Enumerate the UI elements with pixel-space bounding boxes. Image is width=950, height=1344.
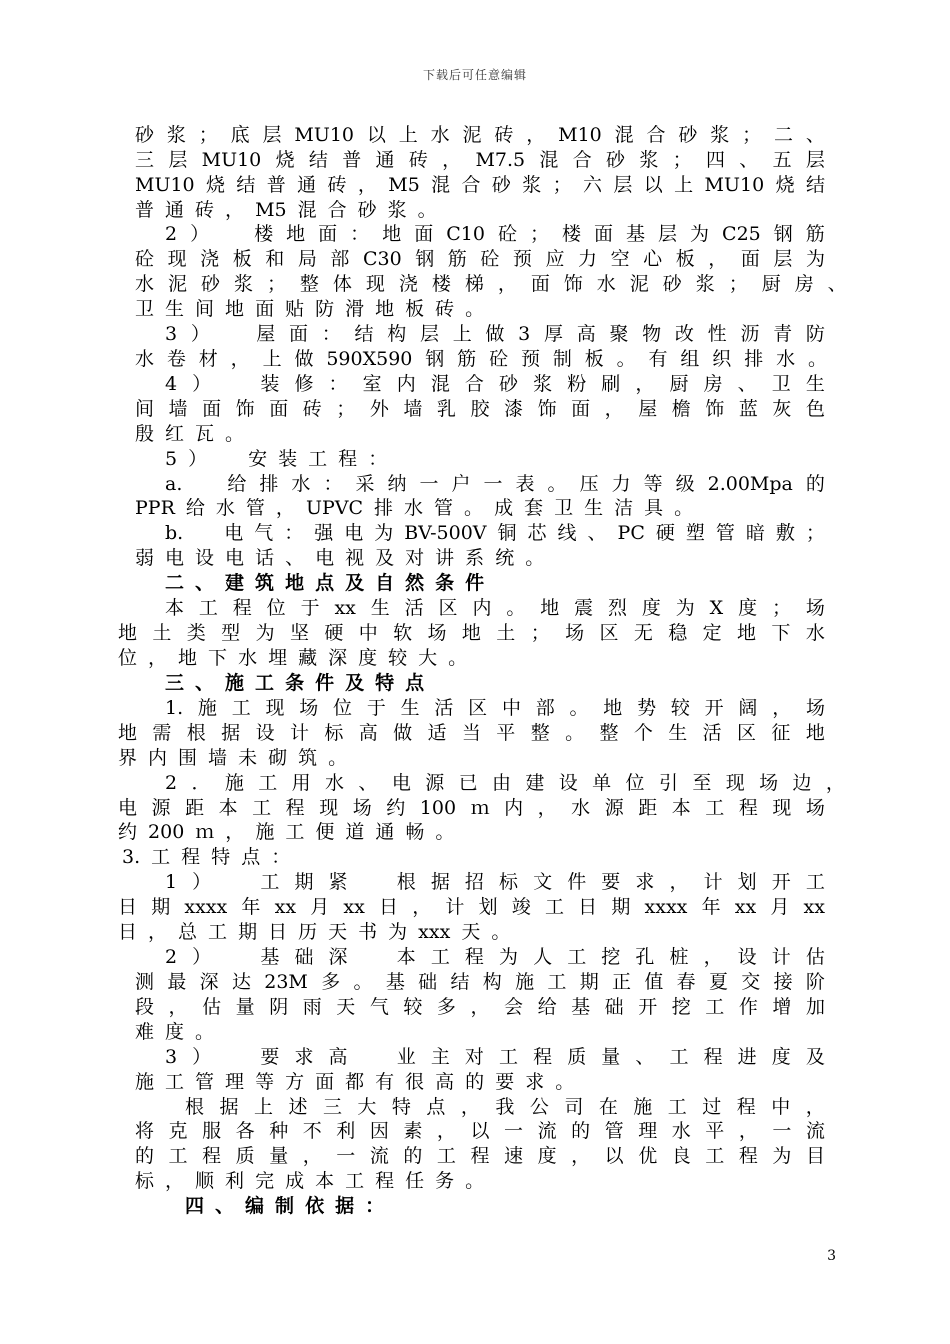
text-line: 电 源 距 本 工 程 现 场 约 100 ｍ 内 ， 水 源 距 本 工 程 现 场 [118,797,825,819]
text-line: 本 工 程 位 于 xx 生 活 区 内 。 地 震 烈 度 为 X 度 ； 场 [165,597,825,619]
text-line: 5 ） 安 装 工 程 ： [165,448,388,470]
text-line: 普 通 砖 ， M5 混 合 砂 浆 。 [135,199,437,221]
text-line: 卫 生 间 地 面 贴 防 滑 地 板 砖 。 [135,298,485,320]
text-line: MU10 烧 结 普 通 砖 ， M5 混 合 砂 浆 ； 六 层 以 上 MU10 烧 结 [135,174,825,196]
text-line: 水 泥 砂 浆 ； 整 体 现 浇 楼 梯 ， 面 饰 水 泥 砂 浆 ； 厨 房 、 [135,273,847,295]
text-line: 施 工 管 理 等 方 面 都 有 很 高 的 要 求 。 [135,1071,575,1093]
text-line: 的 工 程 质 量 ， 一 流 的 工 程 速 度 ， 以 优 良 工 程 为 目 [135,1145,825,1167]
text-line: 3 ） 要 求 高 业 主 对 工 程 质 量 、 工 程 进 度 及 [165,1046,825,1068]
text-line: 2 ） 楼 地 面 ： 地 面 C10 砼 ； 楼 面 基 层 为 C25 钢 筋 [165,223,825,245]
text-line: PPR 给 水 管 ， UPVC 排 水 管 。 成 套 卫 生 洁 具 。 [135,497,694,519]
text-line: 2 ） 基 础 深 本 工 程 为 人 工 挖 孔 桩 ， 设 计 估 [165,946,825,968]
page-header: 下载后可任意编辑 [422,68,527,82]
text-line: 日 期 xxxx 年 xx 月 xx 日 ， 计 划 竣 工 日 期 xxxx 年 xx 月 xx [118,896,825,918]
text-line: 段 ， 估 量 阴 雨 天 气 较 多 ， 会 给 基 础 开 挖 工 作 增 加 [135,996,825,1018]
text-line: 1 ） 工 期 紧 根 据 招 标 文 件 要 求 ， 计 划 开 工 [165,871,825,893]
page-number: 3 [827,1248,836,1264]
text-line: 将 克 服 各 种 不 利 因 素 ， 以 一 流 的 管 理 水 平 ， 一 流 [135,1120,825,1142]
text-line: 地 土 类 型 为 坚 硬 中 软 场 地 土 ； 场 区 无 稳 定 地 下 水 [118,622,825,644]
text-line: 1. 施 工 现 场 位 于 生 活 区 中 部 。 地 势 较 开 阔 ， 场 [165,697,825,719]
text-line: b. 电 气 ： 强 电 为 BV-500V 铜 芯 线 、 PC 硬 塑 管 暗 敷 ； [165,522,825,544]
text-line: 约 200 ｍ ， 施 工 便 道 通 畅 。 [118,821,455,843]
text-line: 3 ） 屋 面 ： 结 构 层 上 做 3 厚 高 聚 物 改 性 沥 青 防 [165,323,825,345]
text-line: 根 据 上 述 三 大 特 点 ， 我 公 司 在 施 工 过 程 中 ， [185,1096,825,1118]
text-line: 砂 浆 ； 底 层 MU10 以 上 水 泥 砖 ， M10 混 合 砂 浆 ； 二 、 [135,124,825,146]
text-line: 间 墙 面 饰 面 砖 ； 外 墙 乳 胶 漆 饰 面 ， 屋 檐 饰 蓝 灰 色 [135,398,825,420]
text-line: 标 ， 顺 利 完 成 本 工 程 任 务 。 [135,1170,485,1192]
text-line: 位 ， 地 下 水 埋 藏 深 度 较 大 。 [118,647,468,669]
text-line: 4 ） 装 修 ： 室 内 混 合 砂 浆 粉 刷 ， 厨 房 、 卫 生 [165,373,825,395]
text-line: a. 给 排 水 ： 采 纳 一 户 一 表 。 压 力 等 级 2.00Mpa 的 [165,473,825,495]
text-line: 砼 现 浇 板 和 局 部 C30 钢 筋 砼 预 应 力 空 心 板 ， 面 层 为 [135,248,825,270]
text-line: 三 层 MU10 烧 结 普 通 砖 ， M7.5 混 合 砂 浆 ； 四 、 五 层 [135,149,825,171]
text-line: 3. 工 程 特 点 ： [122,846,291,868]
section-heading: 四 、 编 制 依 据 ： [185,1195,385,1217]
text-line: 殷 红 瓦 。 [135,423,245,445]
section-heading: 二 、 建 筑 地 点 及 自 然 条 件 [165,572,485,594]
text-line: 地 需 根 据 设 计 标 高 做 适 当 平 整 。 整 个 生 活 区 征 地 [118,722,825,744]
section-heading: 三 、 施 工 条 件 及 特 点 [165,672,425,694]
text-line: 日 ， 总 工 期 日 历 天 书 为 xxx 天 。 [118,921,511,943]
text-line: 测 最 深 达 23M 多 。 基 础 结 构 施 工 期 正 值 春 夏 交 接 阶 [135,971,825,993]
text-line: 界 内 围 墙 未 砌 筑 。 [118,747,348,769]
text-line: 水 卷 材 ， 上 做 590X590 钢 筋 砼 预 制 板 。 有 组 织 排 水 。 [135,348,827,370]
text-line: 难 度 。 [135,1021,215,1043]
text-line: 弱 电 设 电 话 、 电 视 及 对 讲 系 统 。 [135,547,545,569]
text-line: 2 ． 施 工 用 水 、 电 源 已 由 建 设 单 位 引 至 现 场 边 ， [165,772,845,794]
